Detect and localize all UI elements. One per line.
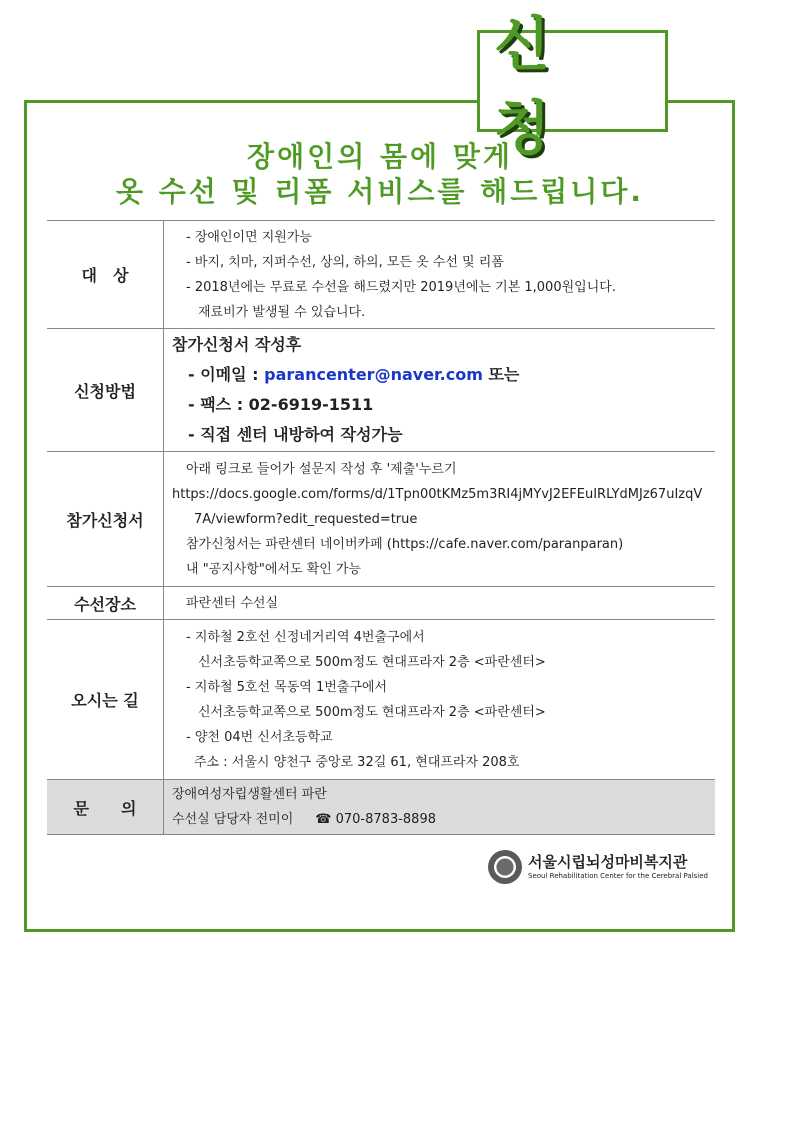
badge-text: 신 청 xyxy=(494,10,565,162)
method-email-line xyxy=(172,360,715,390)
application-badge xyxy=(477,10,668,162)
row-contact xyxy=(47,780,715,835)
directions-address: 주소 : 서울시 양천구 중앙로 32길 61, 현대프라자 208호 xyxy=(194,754,520,770)
target-line-4: 재료비가 발생될 수 있습니다. xyxy=(198,304,366,320)
contact-person: 수선실 담당자 전미이 xyxy=(172,812,294,827)
content-place xyxy=(164,587,716,620)
label-directions: 오시는 길 xyxy=(47,620,164,780)
contact-phone: ☎ 070-8783-8898 xyxy=(315,812,436,827)
row-place xyxy=(47,587,715,620)
form-url-line-1[interactable]: https://docs.google.com/forms/d/1Tpn00tKMz5m3RI4jMYvJ2EFEuIRLYdMJz67uIzqV xyxy=(172,486,703,502)
target-line-1: - 장애인이면 지원가능 xyxy=(186,229,312,245)
form-line-1: 아래 링크로 들어가 설문지 작성 후 '제출'누르기 xyxy=(186,461,457,477)
content-directions xyxy=(164,620,716,780)
target-line-2: - 바지, 치마, 지퍼수선, 상의, 하의, 모든 옷 수선 및 리폼 xyxy=(186,254,504,270)
directions-line-4: 신서초등학교쪽으로 500m정도 현대프라자 2층 <파란센터> xyxy=(198,704,546,720)
directions-line-5: - 양천 04번 신서초등학교 xyxy=(186,729,333,745)
directions-line-3: - 지하철 5호선 목동역 1번출구에서 xyxy=(186,679,388,695)
logo-name-en: Seoul Rehabilitation Center for the Cerebral Palsied xyxy=(528,872,709,880)
row-target xyxy=(47,221,715,329)
form-line-4: 참가신청서는 파란센터 네이버카페 (https://cafe.naver.com/paranparan) xyxy=(186,536,624,552)
label-place: 수선장소 xyxy=(47,587,164,620)
form-line-5: 내 "공지사항"에서도 확인 가능 xyxy=(186,561,362,577)
contact-line-2 xyxy=(172,807,715,832)
content-method xyxy=(164,329,716,452)
headline-line-2: 옷 수선 및 리폼 서비스를 해드립니다. xyxy=(115,175,645,208)
method-email-prefix: - 이메일 : xyxy=(188,365,265,384)
info-table xyxy=(47,220,715,835)
method-email-suffix: 또는 xyxy=(482,365,520,384)
center-logo xyxy=(488,847,708,887)
method-heading: 참가신청서 작성후 xyxy=(172,335,302,354)
method-visit: - 직접 센터 내방하여 작성가능 xyxy=(188,425,403,444)
row-method xyxy=(47,329,715,452)
content-target xyxy=(164,221,716,329)
label-form: 참가신청서 xyxy=(47,452,164,587)
label-contact: 문 의 xyxy=(47,780,164,835)
logo-name-ko: 서울시립뇌성마비복지관 xyxy=(528,853,688,871)
target-line-3: - 2018년에는 무료로 수선을 해드렸지만 2019년에는 기본 1,000원입니다. xyxy=(186,279,616,295)
content-contact xyxy=(164,780,716,835)
email-link[interactable]: parancenter@naver.com xyxy=(264,365,483,384)
form-url-line-2[interactable]: 7A/viewform?edit_requested=true xyxy=(194,511,418,527)
place-value: 파란센터 수선실 xyxy=(186,595,279,611)
contact-line-1: 장애여성자립생활센터 파란 xyxy=(172,787,327,802)
row-directions xyxy=(47,620,715,780)
directions-line-1: - 지하철 2호선 신정네거리역 4번출구에서 xyxy=(186,629,425,645)
method-fax: - 팩스 : 02-6919-1511 xyxy=(188,395,374,414)
row-form xyxy=(47,452,715,587)
logo-text xyxy=(528,853,708,881)
directions-line-2: 신서초등학교쪽으로 500m정도 현대프라자 2층 <파란센터> xyxy=(198,654,546,670)
headline xyxy=(30,140,730,210)
headline-line-1: 장애인의 몸에 맞게 xyxy=(247,140,513,173)
emblem-icon xyxy=(488,850,522,884)
content-form xyxy=(164,452,716,587)
label-method: 신청방법 xyxy=(47,329,164,452)
label-target: 대 상 xyxy=(47,221,164,329)
